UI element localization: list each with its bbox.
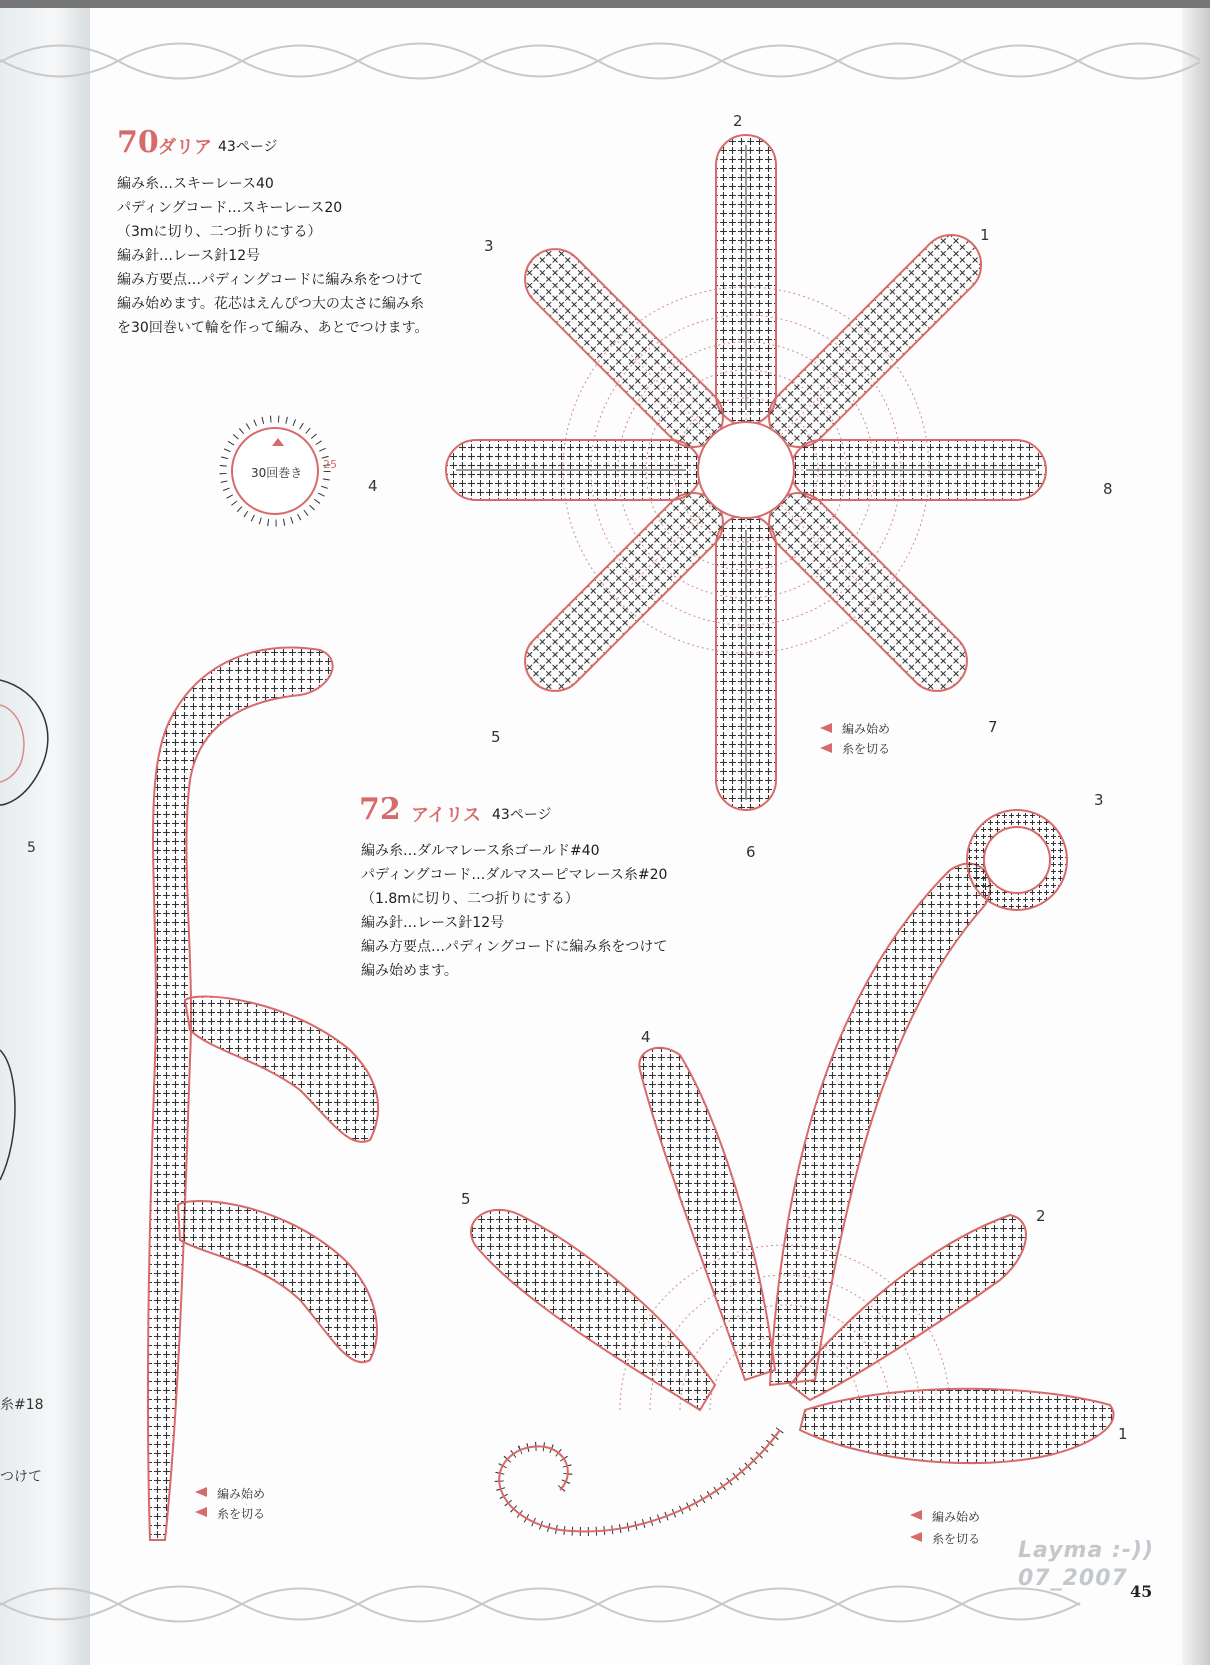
legend-cut: 糸を切る — [842, 742, 891, 756]
pattern-70-page-ref: 43ページ — [218, 139, 278, 155]
iris-petal-1 — [800, 1389, 1114, 1463]
dahlia-petal — [791, 440, 1046, 500]
instruction-line: （1.8mに切り、二つ折りにする） — [361, 891, 579, 907]
pattern-72-page-ref: 43ページ — [492, 807, 552, 823]
iris-petal-number: 4 — [641, 1028, 651, 1046]
core-ring-count: 25 — [323, 458, 337, 471]
dahlia-petal-number: 3 — [484, 237, 494, 255]
core-ring-label: 30回巻き — [251, 466, 303, 480]
instruction-line: 編み糸…ダルマレース糸ゴールド#40 — [361, 843, 600, 859]
dahlia-petal-number: 8 — [1103, 480, 1113, 498]
prev-page-number: 5 — [27, 840, 36, 856]
iris-petal-number: 3 — [1094, 791, 1104, 809]
dahlia-petal — [757, 223, 994, 460]
dahlia-petal-number: 2 — [733, 112, 743, 130]
iris-diagram — [471, 810, 1114, 1532]
legend-start: 編み始め — [217, 1487, 266, 1501]
instruction-line: 編み針…レース針12号 — [361, 915, 505, 931]
prev-page-fragment-text: 糸#18 — [0, 1397, 44, 1413]
pattern-70-number: 70 — [117, 125, 159, 160]
iris-petal-number: 5 — [461, 1190, 471, 1208]
instruction-line: 編み方要点…パディングコードに編み糸をつけて — [361, 939, 668, 955]
legend-cut: 糸を切る — [932, 1532, 981, 1546]
dahlia-petal — [716, 135, 776, 425]
watermark-signature: Layma :-)) — [1018, 1538, 1154, 1563]
legend-cut: 糸を切る — [217, 1507, 266, 1521]
dahlia-petal — [757, 481, 980, 704]
instruction-line: パディングコード…スキーレース20 — [117, 200, 343, 216]
dahlia-petal-number: 4 — [368, 477, 378, 495]
watermark-date: 07_2007 — [1018, 1566, 1128, 1591]
iris-stem — [499, 1430, 780, 1532]
dahlia-petal-number: 1 — [980, 226, 990, 244]
pattern-72-number: 72 — [359, 792, 401, 827]
dahlia-petal — [446, 440, 701, 500]
stem-leaves-diagram — [148, 648, 378, 1540]
iris-petal-number: 2 — [1036, 1207, 1046, 1225]
iris-petal-5 — [471, 1210, 715, 1410]
prev-page-fragment — [0, 680, 48, 1180]
pattern-72-title: アイリス — [411, 805, 482, 826]
dahlia-petal — [513, 237, 736, 460]
instruction-line: 編み始めます。花芯はえんぴつ大の太さに編み糸 — [117, 296, 424, 312]
dahlia-petal-number: 6 — [746, 843, 756, 861]
instruction-line: 編み方要点…パディングコードに編み糸をつけて — [117, 272, 424, 288]
instruction-line: 編み針…レース針12号 — [117, 248, 261, 264]
instruction-line: （3mに切り、二つ折りにする） — [117, 224, 322, 240]
dahlia-diagram — [446, 135, 1046, 810]
page-number: 45 — [1130, 1582, 1153, 1601]
pattern-70-title: ダリア — [158, 137, 212, 158]
instruction-line: 編み糸…スキーレース40 — [117, 176, 274, 192]
instruction-line: パディングコード…ダルマスーピマレース糸#20 — [361, 867, 668, 883]
instruction-line: 編み始めます。 — [361, 963, 458, 979]
dahlia-petal — [513, 481, 736, 704]
prev-page-fragment-text: つけて — [0, 1469, 42, 1485]
legend-start: 編み始め — [932, 1510, 981, 1524]
dahlia-petal — [716, 515, 776, 810]
dahlia-petal-number: 5 — [491, 728, 501, 746]
legend-start: 編み始め — [842, 722, 891, 736]
dahlia-petal-number: 7 — [988, 718, 998, 736]
dahlia-center — [698, 422, 794, 518]
instruction-line: を30回巻いて輪を作って編み、あとでつけます。 — [117, 320, 429, 336]
iris-petal-number: 1 — [1118, 1425, 1128, 1443]
